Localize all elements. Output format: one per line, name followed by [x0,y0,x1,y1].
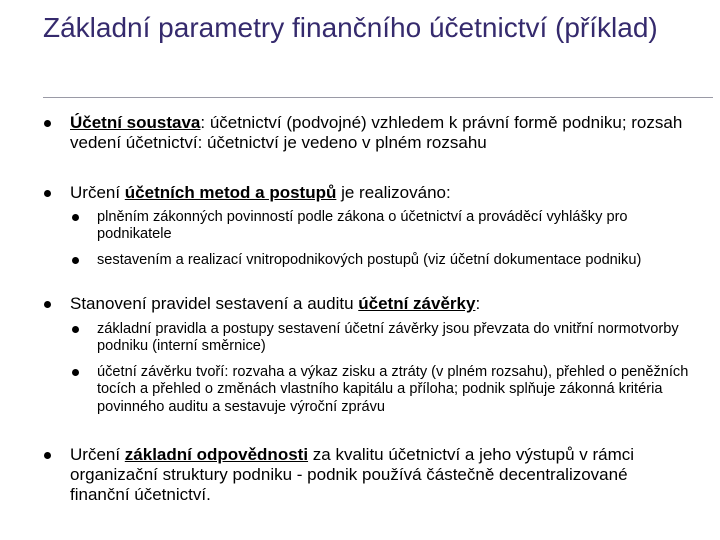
term-odpovednost: základní odpovědnosti [124,445,309,464]
subbullet-soucasti-zaverky [97,364,692,416]
subbullet-interni-smernice [97,321,692,356]
slide-title: Základní parametry finančního účetnictví (příklad) [43,12,658,43]
subbullet-text: základní pravidla a postupy sestavení účetní závěrky jsou převzata do vnitřní normotvorby podniku (interní směrnice) [97,321,679,355]
bullet-text: : účetnictví (podvojné) vzhledem k právní formě podniku; rozsah vedení účetnictví: účetnictví je vedeno v plném rozsahu [70,113,683,152]
bullet-dot [72,257,79,264]
subbullet-text: plněním zákonných povinností podle zákona o účetnictví a prováděcí vyhlášky pro podnikatele [97,209,628,243]
term-ucetni-zaverka: účetní závěrky [358,294,476,313]
bullet-dot [44,120,51,127]
bullet-text: je realizováno: [336,183,451,202]
term-ucetni-metody: účetních metod a postupů [124,183,337,202]
bullet-ucetni-zaverka [70,294,690,314]
subbullet-text: sestavením a realizací vnitropodnikových postupů (viz účetní dokumentace podniku) [97,252,642,268]
bullet-text-pre: Určení [70,445,125,464]
bullet-ucetni-soustava [70,113,690,153]
bullet-text-pre: Stanovení pravidel sestavení a auditu [70,294,359,313]
bullet-dot [72,326,79,333]
subbullet-zakonne-povinnosti [97,209,692,244]
bullet-text-pre: Určení [70,183,125,202]
bullet-dot [72,369,79,376]
bullet-dot [72,214,79,221]
title-divider [43,97,713,98]
bullet-text: : [475,294,481,313]
bullet-dot [44,301,51,308]
bullet-odpovednost [70,445,690,505]
subbullet-vnitropodnikove-postupy [97,252,692,269]
bullet-ucetni-metody [70,183,690,203]
term-ucetni-soustava: Účetní soustava [70,113,201,132]
bullet-dot [44,190,51,197]
bullet-text: za kvalitu účetnictví a jeho výstupů v rámci organizační struktury podniku - podnik používá částečně decentralizované finanční účetnictví. [70,445,635,504]
bullet-dot [44,452,51,459]
subbullet-text: účetní závěrku tvoří: rozvaha a výkaz zisku a ztráty (v plném rozsahu), přehled o peněžních tocích a přehled o změnách vlastního kapitálu a příloha; podnik splňuje zákonná kritéria povinného auditu a sestavuje výroční zprávu [97,364,689,415]
